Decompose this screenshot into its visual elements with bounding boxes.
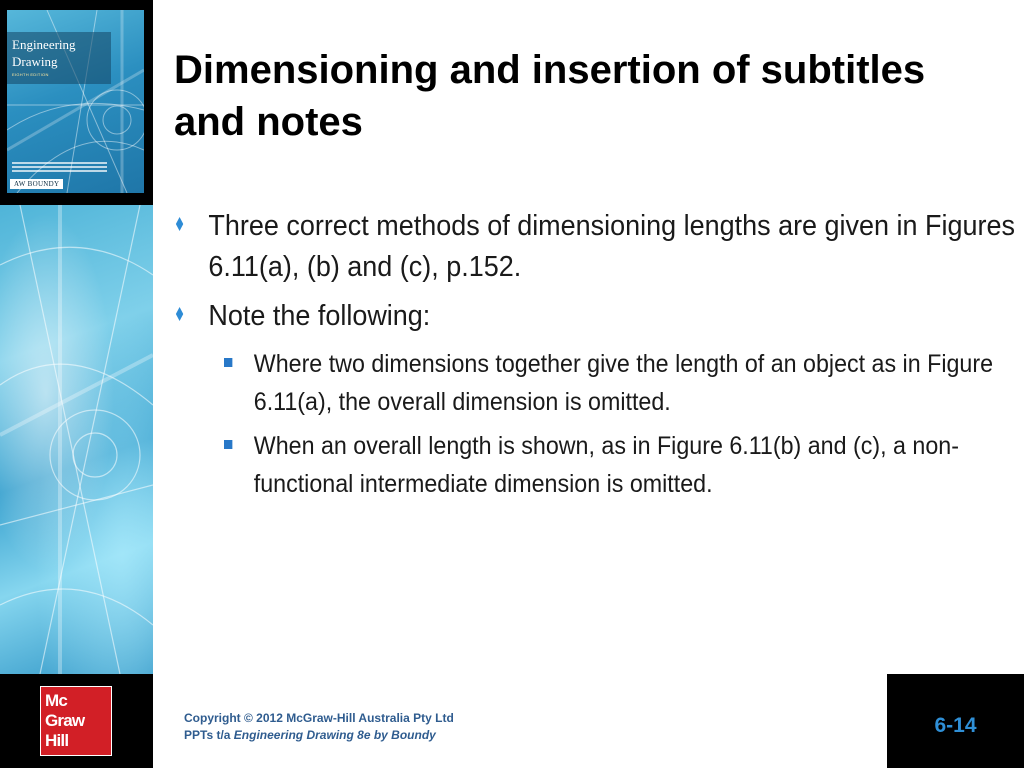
diamond-bullet-icon xyxy=(176,217,183,231)
copyright-line-1: Copyright © 2012 McGraw-Hill Australia Pty Ltd xyxy=(184,711,454,725)
bullet-item xyxy=(174,206,1018,288)
copyright-line-2-prefix: PPTs t/a xyxy=(184,728,234,742)
book-tagline xyxy=(12,162,107,172)
square-bullet-icon xyxy=(224,358,232,367)
sidebar-decoration xyxy=(0,0,153,674)
copyright-notice xyxy=(184,710,454,744)
sub-bullet-item xyxy=(224,427,998,503)
copyright-line-2 xyxy=(184,727,454,744)
sub-bullet-text: Where two dimensions together give the length of an object as in Figure 6.11(a), the overall dimension is omitted. xyxy=(253,350,994,416)
square-bullet-icon xyxy=(224,440,232,449)
book-title: Engineering Drawing xyxy=(12,37,76,69)
page-number-block xyxy=(887,674,1024,768)
mcgraw-hill-logo xyxy=(40,686,112,756)
bullet-text: Three correct methods of dimensioning lengths are given in Figures 6.11(a), (b) and (c), p.152. xyxy=(208,210,1015,283)
sidebar-art xyxy=(0,205,153,674)
copyright-book-title: Engineering Drawing 8e by Boundy xyxy=(233,728,436,742)
footer xyxy=(0,674,1024,768)
sub-bullet-text: When an overall length is shown, as in Figure 6.11(b) and (c), a non-functional intermediate dimension is omitted. xyxy=(253,432,959,498)
page-number: 6-14 xyxy=(934,714,977,737)
bullet-list xyxy=(174,206,1015,509)
footer-logo-block xyxy=(0,674,153,768)
bullet-item xyxy=(174,296,1018,337)
diamond-bullet-icon xyxy=(176,307,183,321)
book-author: AW BOUNDY xyxy=(10,179,63,189)
book-cover-image xyxy=(7,10,144,193)
logo-text: Mc Graw Hill xyxy=(45,691,85,750)
sub-bullet-item xyxy=(224,345,998,421)
book-edition: EIGHTH EDITION xyxy=(12,72,49,77)
bullet-text: Note the following: xyxy=(208,300,431,332)
slide-title: Dimensioning and insertion of subtitles and notes xyxy=(174,48,926,144)
